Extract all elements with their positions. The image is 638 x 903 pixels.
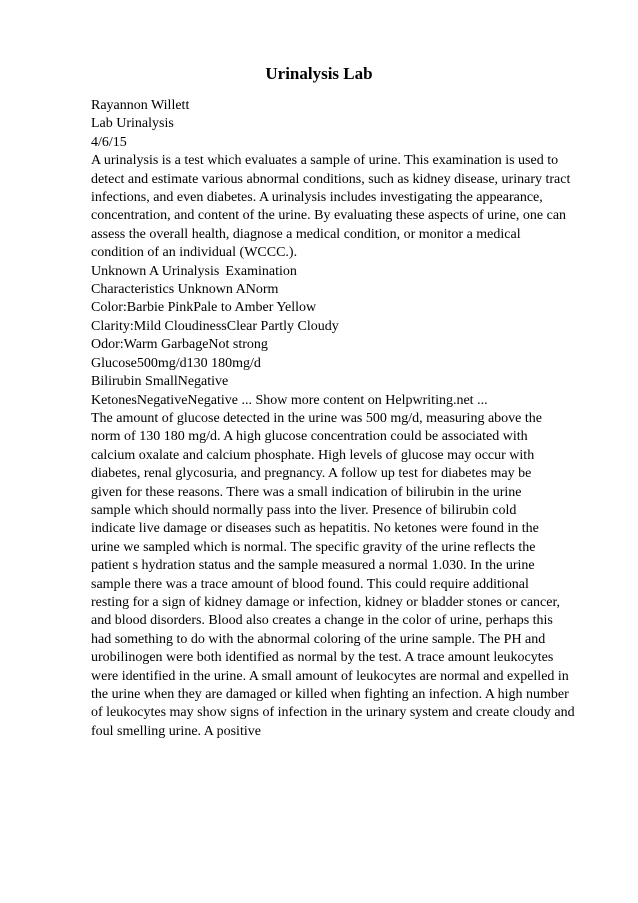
discussion-line: of leukocytes may show signs of infection in the urinary system and create cloudy and [91,705,575,721]
intro-line: infections, and even diabetes. A urinalysis includes investigating the appearance, [91,190,543,206]
date-line: 4/6/15 [91,134,127,150]
intro-line: condition of an individual (WCCC.). [91,245,298,261]
intro-line: A urinalysis is a test which evaluates a sample of urine. This examination is used to [91,153,559,169]
table-bilirubin-line: Bilirubin SmallNegative [91,374,229,390]
discussion-line: resting for a sign of kidney damage or infection, kidney or bladder stones or cancer, [91,594,561,610]
intro-line: detect and estimate various abnormal conditions, such as kidney disease, urinary tract [91,171,571,187]
discussion-line: The amount of glucose detected in the urine was 500 mg/d, measuring above the [91,410,542,426]
table-heading-b: Examination [225,263,297,279]
table-heading-a: Unknown A Urinalysis [91,263,220,279]
table-odor-line: Odor:Warm GarbageNot strong [91,337,268,353]
discussion-line: had something to do with the abnormal coloring of the urine sample. The PH and [91,631,546,647]
document-title: Urinalysis Lab [265,64,373,83]
discussion-line: urobilinogen were both identified as normal by the test. A trace amount leukocytes [91,650,554,666]
discussion-line: and blood disorders. Blood also creates a change in the color of urine, perhaps this [91,613,553,629]
discussion-line: foul smelling urine. A positive [91,723,261,739]
discussion-line: sample there was a trace amount of blood found. This could require additional [91,576,529,592]
table-glucose-line: Glucose500mg/d130 180mg/d [91,355,261,371]
document-body [91,97,601,741]
subject-line: Lab Urinalysis [91,116,174,132]
discussion-line: indicate live damage or diseases such as hepatitis. No ketones were found in the [91,521,539,537]
discussion-line: the urine when they are damaged or killed when fighting an infection. A high number [91,687,569,702]
discussion-line: diabetes, renal glycosuria, and pregnancy. A follow up test for diabetes may be [91,466,532,482]
table-heading-line [91,263,601,281]
intro-line: assess the overall health, diagnose a medical condition, or monitor a medical [91,226,521,242]
discussion-line: sample which should normally pass into the liver. Presence of bilirubin cold [91,502,517,518]
discussion-line: urine we sampled which is normal. The specific gravity of the urine reflects the [91,539,536,555]
discussion-line: patient s hydration status and the sample measured a normal 1.030. In the urine [91,558,535,574]
author-line: Rayannon Willett [91,98,190,113]
table-clarity-line: Clarity:Mild CloudinessClear Partly Cloudy [91,318,339,334]
discussion-line: were identified in the urine. A small amount of leukocytes are normal and expelled in [91,668,569,684]
discussion-line: norm of 130 180 mg/d. A high glucose concentration could be associated with [91,429,528,445]
intro-line: concentration, and content of the urine. By evaluating these aspects of urine, one can [91,208,567,224]
discussion-line: given for these reasons. There was a small indication of bilirubin in the urine [91,484,522,500]
table-color-line: Color:Barbie PinkPale to Amber Yellow [91,300,317,316]
table-characteristics-line: Characteristics Unknown ANorm [91,282,279,298]
discussion-line: calcium oxalate and calcium phosphate. High levels of glucose may occur with [91,447,535,463]
table-ketones-line: KetonesNegativeNegative ... Show more content on Helpwriting.net ... [91,392,488,408]
